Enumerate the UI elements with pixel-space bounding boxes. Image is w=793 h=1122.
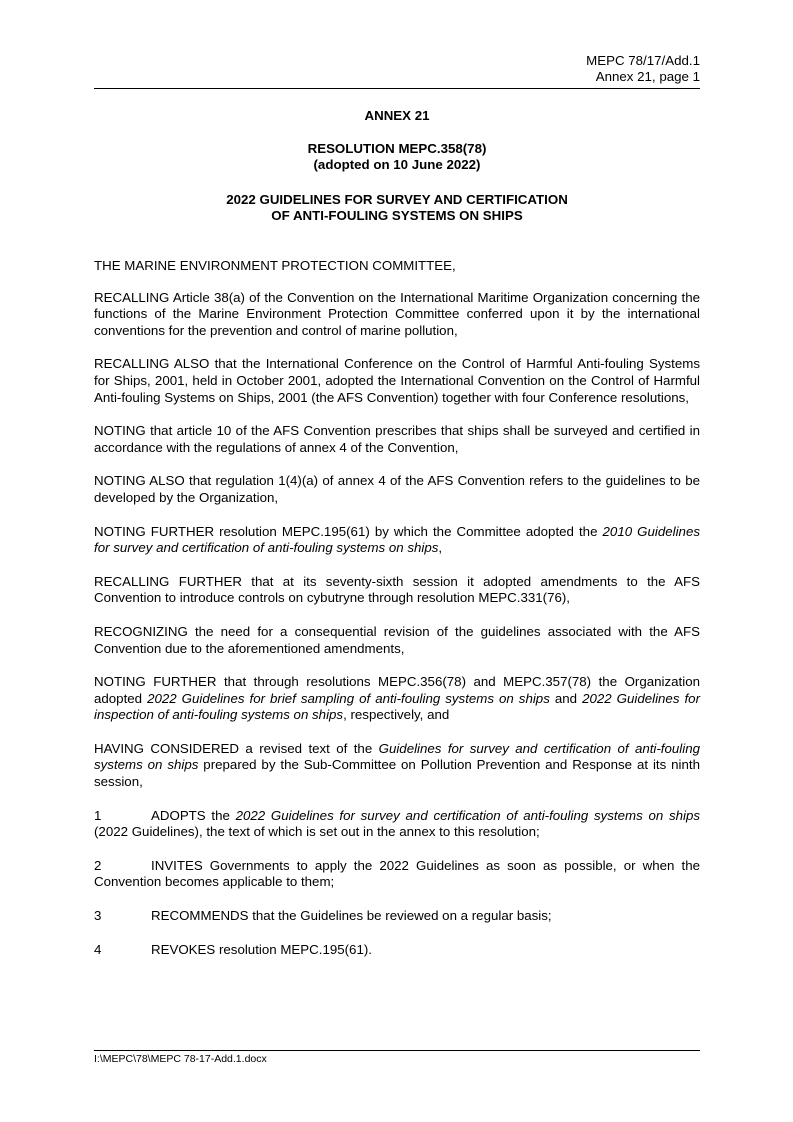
footer-divider — [94, 1050, 700, 1051]
document-page — [94, 0, 700, 1122]
footer-file-path: I:\MEPC\78\MEPC 78-17-Add.1.docx — [94, 1053, 267, 1065]
preamble-noting: NOTING that article 10 of the AFS Convention prescribes that ships shall be surveyed and certified in accordance with the regulations of annex 4 of the Convention, — [94, 423, 700, 455]
header-divider — [94, 88, 700, 89]
resolution-title: RESOLUTION MEPC.358(78) — [307, 141, 487, 156]
operative-paragraph-1 — [94, 808, 700, 841]
text-run: HAVING CONSIDERED a revised text of the — [94, 740, 379, 756]
guidelines-title-line-1: 2022 GUIDELINES FOR SURVEY AND CERTIFICATION — [226, 192, 568, 207]
text-run: RECOMMENDS that the Guidelines be reviewed on a regular basis; — [151, 908, 552, 924]
italic-guideline-title: Guidelines for survey and certification of anti-fouling systems on ships — [94, 740, 700, 773]
preamble-committee: THE MARINE ENVIRONMENT PROTECTION COMMITTEE, — [94, 258, 456, 273]
italic-guideline-title: 2022 Guidelines for inspection of anti-fouling systems on ships — [94, 690, 700, 723]
paragraph-number: 3 — [94, 908, 102, 924]
text-run: and — [549, 690, 583, 706]
page-reference: Annex 21, page 1 — [595, 69, 700, 84]
preamble-recalling-also: RECALLING ALSO that the International Conference on the Control of Harmful Anti-fouling Systems for Ships, 2001, held in October 2001, adopted the International Convention on the Control of Harmful Anti-fouling Systems on Ships, 2001 (the AFS Convention) together with four Conference resolutions, — [94, 356, 700, 405]
paragraph-number: 1 — [94, 807, 102, 823]
guidelines-title-block — [94, 192, 700, 224]
preamble-recalling-further: RECALLING FURTHER that at its seventy-sixth session it adopted amendments to the AFS Convention to introduce controls on cybutryne through resolution MEPC.331(76), — [94, 573, 700, 606]
paragraph-number: 2 — [94, 857, 102, 873]
annex-title: ANNEX 21 — [364, 108, 430, 123]
preamble-noting-further-1 — [94, 524, 700, 557]
preamble-noting-also: NOTING ALSO that regulation 1(4)(a) of annex 4 of the AFS Convention refers to the guidelines to be developed by the Organization, — [94, 473, 700, 505]
operative-paragraph-2 — [94, 858, 700, 891]
text-run: , — [438, 540, 443, 556]
text-run: NOTING FURTHER that through resolutions MEPC.356(78) and MEPC.357(78) the Organization adopted — [94, 674, 700, 706]
italic-guideline-title: 2022 Guidelines for brief sampling of anti-fouling systems on ships — [147, 690, 550, 706]
page-header — [586, 53, 700, 85]
document-reference: MEPC 78/17/Add.1 — [586, 53, 700, 68]
italic-guideline-title: 2022 Guidelines for survey and certification of anti-fouling systems on ships — [235, 807, 700, 823]
operative-paragraph-3 — [94, 908, 700, 925]
italic-guideline-title: 2010 Guidelines for survey and certification of anti-fouling systems on ships — [94, 523, 700, 556]
preamble-having-considered — [94, 741, 700, 791]
preamble-noting-further-2 — [94, 674, 700, 724]
guidelines-title-line-2: OF ANTI-FOULING SYSTEMS ON SHIPS — [271, 208, 523, 223]
adoption-date: (adopted on 10 June 2022) — [313, 157, 481, 172]
preamble-recalling: RECALLING Article 38(a) of the Convention on the International Maritime Organization concerning the functions of the Marine Environment Protection Committee conferred upon it by the international conventions for the prevention and control of marine pollution, — [94, 289, 700, 338]
text-run: prepared by the Sub-Committee on Pollution Prevention and Response at its ninth session, — [94, 757, 700, 790]
text-run: (2022 Guidelines), the text of which is set out in the annex to this resolution; — [94, 824, 540, 840]
operative-paragraph-4 — [94, 942, 700, 959]
text-run: INVITES Governments to apply the 2022 Guidelines as soon as possible, or when the Convention becomes applicable to them; — [94, 857, 700, 890]
resolution-title-block — [94, 141, 700, 173]
resolution-body — [94, 258, 700, 975]
text-run: REVOKES resolution MEPC.195(61). — [151, 941, 372, 957]
paragraph-number: 4 — [94, 941, 102, 957]
text-run: ADOPTS the — [151, 807, 236, 823]
text-run: , respectively, and — [343, 707, 450, 723]
preamble-recognizing: RECOGNIZING the need for a consequential revision of the guidelines associated with the AFS Convention due to the aforementioned amendments, — [94, 623, 700, 656]
text-run: NOTING FURTHER resolution MEPC.195(61) by which the Committee adopted the — [94, 523, 603, 539]
